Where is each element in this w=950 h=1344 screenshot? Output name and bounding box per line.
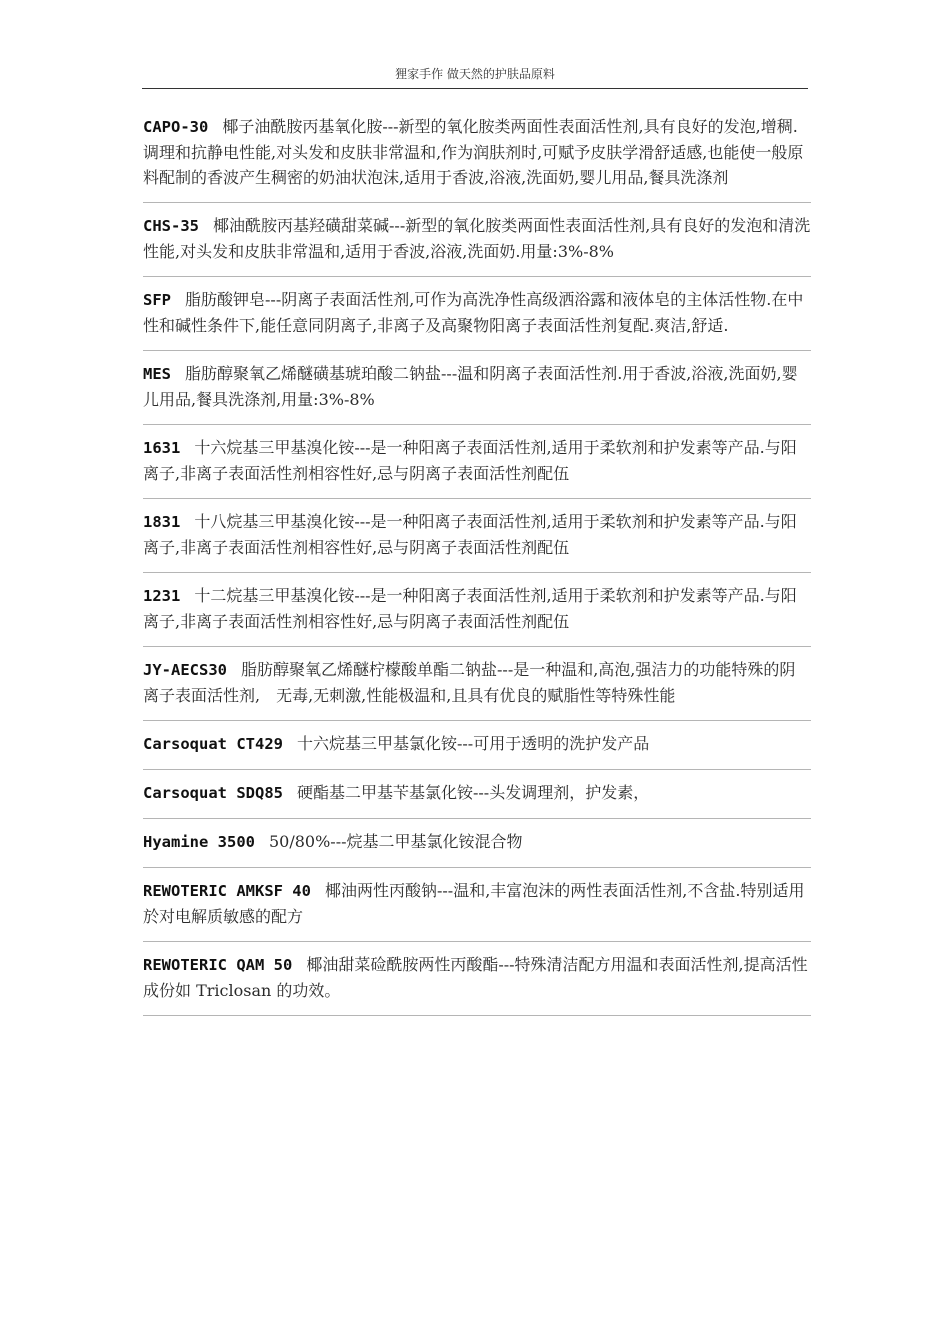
ingredient-code: REWOTERIC QAM 50	[143, 956, 293, 974]
ingredient-list	[143, 114, 811, 1026]
ingredient-description: 椰油甜菜硷酰胺两性丙酸酯---特殊清洁配方用温和表面活性剂,提高活性成份如 Triclosan 的功效。	[143, 955, 808, 1000]
ingredient-description: 十六烷基三甲基溴化铵---是一种阳离子表面活性剂,适用于柔软剂和护发素等产品.与阳离子,非离子表面活性剂相容性好,忌与阴离子表面活性剂配伍	[143, 438, 797, 483]
ingredient-entry	[143, 361, 811, 425]
ingredient-code: CHS-35	[143, 217, 199, 235]
ingredient-entry	[143, 952, 811, 1016]
ingredient-code: MES	[143, 365, 171, 383]
ingredient-code: JY-AECS30	[143, 661, 227, 679]
ingredient-code: CAPO-30	[143, 118, 209, 136]
ingredient-entry	[143, 287, 811, 351]
ingredient-description: 脂肪醇聚氧乙烯醚磺基琥珀酸二钠盐---温和阴离子表面活性剂.用于香波,浴液,洗面奶,婴儿用品,餐具洗涤剂,用量:3%-8%	[143, 364, 798, 409]
ingredient-code: REWOTERIC AMKSF 40	[143, 882, 311, 900]
ingredient-description: 椰子油酰胺丙基氧化胺---新型的氧化胺类两面性表面活性剂,具有良好的发泡,增稠.调理和抗静电性能,对头发和皮肤非常温和,作为润肤剂时,可赋予皮肤学滑舒适感,也能使一般原料配制的香波产生稠密的奶油状泡沫,适用于香波,浴液,洗面奶,婴儿用品,餐具洗涤剂	[143, 117, 804, 187]
page-header	[142, 60, 808, 89]
ingredient-code: Carsoquat CT429	[143, 735, 283, 753]
ingredient-entry	[143, 213, 811, 277]
ingredient-entry	[143, 878, 811, 942]
ingredient-entry	[143, 114, 811, 203]
ingredient-entry	[143, 731, 811, 770]
ingredient-code: 1631	[143, 439, 181, 457]
ingredient-description: 硬酯基二甲基苄基氯化铵---头发调理剂，护发素，	[296, 783, 650, 802]
ingredient-entry	[143, 657, 811, 721]
ingredient-code: Hyamine 3500	[143, 833, 255, 851]
ingredient-description: 脂肪酸钾皂---阴离子表面活性剂,可作为高洗净性高级洒浴露和液体皂的主体活性物.在中性和碱性条件下,能任意同阴离子,非离子及高聚物阳离子表面活性剂复配.爽洁,舒适.	[143, 290, 804, 335]
ingredient-description: 50/80%---烷基二甲基氯化铵混合物	[268, 832, 523, 851]
ingredient-entry	[143, 829, 811, 868]
ingredient-entry	[143, 435, 811, 499]
ingredient-description: 脂肪醇聚氧乙烯醚柠檬酸单酯二钠盐---是一种温和,高泡,强洁力的功能特殊的阴离子表面活性剂, 无毒,无刺激,性能极温和,且具有优良的赋脂性等特殊性能	[143, 660, 796, 705]
ingredient-description: 十二烷基三甲基溴化铵---是一种阳离子表面活性剂,适用于柔软剂和护发素等产品.与阳离子,非离子表面活性剂相容性好,忌与阴离子表面活性剂配伍	[143, 586, 797, 631]
ingredient-code: 1831	[143, 513, 181, 531]
ingredient-code: 1231	[143, 587, 181, 605]
ingredient-code: SFP	[143, 291, 171, 309]
ingredient-code: Carsoquat SDQ85	[143, 784, 283, 802]
ingredient-description: 十八烷基三甲基溴化铵---是一种阳离子表面活性剂,适用于柔软剂和护发素等产品.与阳离子,非离子表面活性剂相容性好,忌与阴离子表面活性剂配伍	[143, 512, 797, 557]
ingredient-description: 椰油酰胺丙基羟磺甜菜碱---新型的氧化胺类两面性表面活性剂,具有良好的发泡和清洗性能,对头发和皮肤非常温和,适用于香波,浴液,洗面奶.用量:3%-8%	[143, 216, 811, 261]
ingredient-entry	[143, 583, 811, 647]
ingredient-description: 十六烷基三甲基氯化铵---可用于透明的洗护发产品	[296, 734, 650, 753]
ingredient-description: 椰油两性丙酸钠---温和,丰富泡沫的两性表面活性剂,不含盐.特别适用於对电解质敏感的配方	[143, 881, 805, 926]
ingredient-entry	[143, 509, 811, 573]
header-title: 狸家手作 做天然的护肤品原料	[395, 67, 555, 81]
ingredient-entry	[143, 780, 811, 819]
